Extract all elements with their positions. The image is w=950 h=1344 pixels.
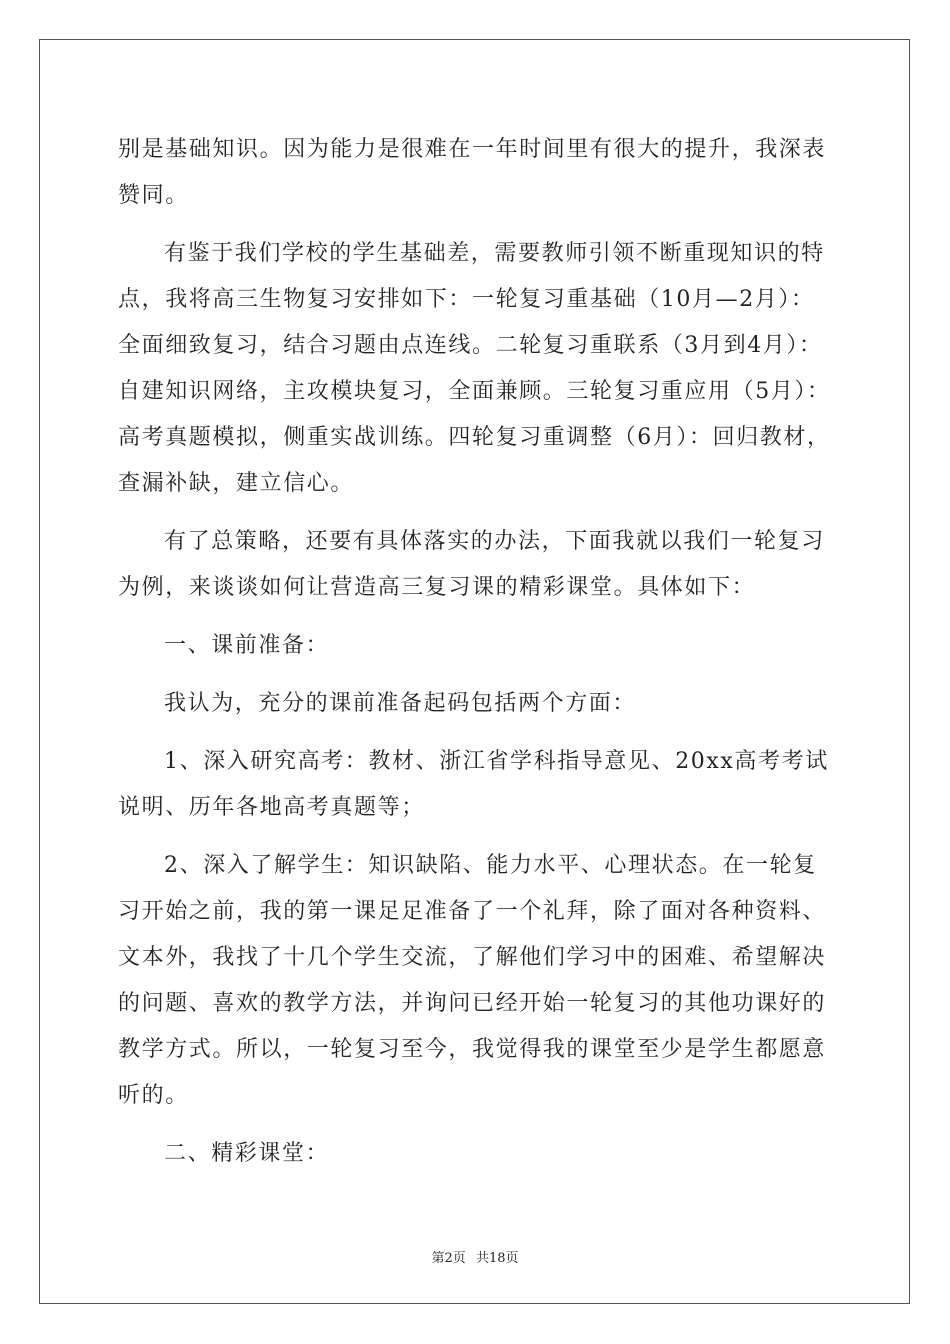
text-line: 赞同。 bbox=[118, 183, 189, 208]
text-line: 点，我将高三生物复习安排如下：一轮复习重基础（10月—2月）： bbox=[118, 287, 815, 312]
text-line: 查漏补缺，建立信心。 bbox=[118, 471, 355, 496]
text-line: 全面细致复习，结合习题由点连线。二轮复习重联系（3月到4月）： bbox=[118, 333, 823, 358]
section-heading: 一、课前准备： bbox=[164, 633, 330, 658]
text-line: 有鉴于我们学校的学生基础差，需要教师引领不断重现知识的特 bbox=[164, 241, 825, 266]
text-line: 1、深入研究高考：教材、浙江省学科指导意见、20xx高考考试 bbox=[164, 749, 829, 774]
text-line: 为例，来谈谈如何让营造高三复习课的精彩课堂。具体如下： bbox=[118, 575, 756, 600]
text-line: 高考真题模拟，侧重实战训练。四轮复习重调整（6月）：回归教材， bbox=[118, 425, 831, 450]
text-line: 文本外，我找了十几个学生交流，了解他们学习中的困难、希望解决 bbox=[118, 945, 827, 970]
document-body bbox=[118, 127, 838, 1177]
text-line: 教学方式。所以，一轮复习至今，我觉得我的课堂至少是学生都愿意 bbox=[118, 1037, 827, 1062]
text-line: 听的。 bbox=[118, 1083, 189, 1108]
text-line: 有了总策略，还要有具体落实的办法，下面我就以我们一轮复习 bbox=[164, 529, 825, 554]
page-number: 第2页 bbox=[431, 1251, 466, 1266]
page-footer bbox=[0, 1247, 950, 1266]
text-line: 2、深入了解学生：知识缺陷、能力水平、心理状态。在一轮复 bbox=[164, 853, 817, 878]
page-total: 共18页 bbox=[475, 1251, 519, 1266]
text-line: 习开始之前，我的第一课足足准备了一个礼拜，除了面对各种资料、 bbox=[118, 899, 827, 924]
section-heading: 二、精彩课堂： bbox=[164, 1141, 330, 1166]
text-line: 别是基础知识。因为能力是很难在一年时间里有很大的提升，我深表 bbox=[118, 137, 827, 162]
text-line: 我认为，充分的课前准备起码包括两个方面： bbox=[164, 691, 637, 716]
text-line: 的问题、喜欢的教学方法，并询问已经开始一轮复习的其他功课好的 bbox=[118, 991, 827, 1016]
text-line: 自建知识网络，主攻模块复习，全面兼顾。三轮复习重应用（5月）： bbox=[118, 379, 831, 404]
text-line: 说明、历年各地高考真题等； bbox=[118, 795, 425, 820]
